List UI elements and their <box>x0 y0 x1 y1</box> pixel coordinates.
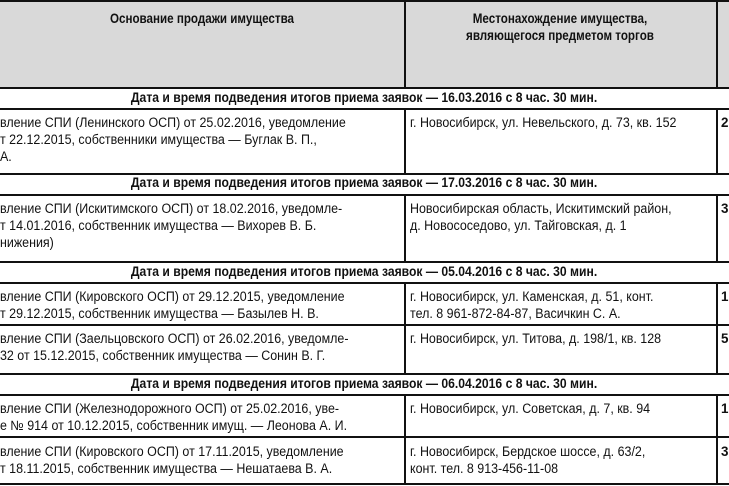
location-line: Новосибирская область, Искитимский район, <box>410 201 672 216</box>
location-line: г. Новосибирск, ул. Невельского, д. 73, кв. 152 <box>410 115 677 130</box>
rule <box>0 108 729 110</box>
basis-line: нижения) <box>0 235 54 250</box>
header-location <box>426 10 694 44</box>
rule <box>0 87 729 89</box>
edge-value: 3 <box>721 201 729 216</box>
location-line: г. Новосибирск, ул. Титова, д. 198/1, кв. 128 <box>410 331 662 346</box>
location-line: конт. тел. 8 913-456-11-08 <box>410 461 559 476</box>
sale-basis <box>0 443 344 477</box>
rule <box>0 194 729 196</box>
edge-value: 1 <box>721 289 729 304</box>
basis-line: т 22.12.2015, собственники имущества — Буглак В. П., <box>0 132 317 147</box>
rule <box>716 0 718 88</box>
rule <box>0 173 729 175</box>
date-row <box>0 263 729 281</box>
basis-line: вление СПИ (Ленинского ОСП) от 25.02.2016, уведомление <box>0 115 346 130</box>
property-location <box>410 200 672 234</box>
location-line: д. Новососедово, ул. Тайговская, д. 1 <box>410 218 627 233</box>
location-line: тел. 8 961-872-84-87, Васичкин С. А. <box>410 306 621 321</box>
basis-line: т 14.01.2016, собственник имущества — Вихорев В. Б. <box>0 218 317 233</box>
rule <box>404 108 406 174</box>
basis-line: т 18.11.2015, собственник имущества — Нешатаева В. А. <box>0 461 333 476</box>
sale-basis <box>0 114 346 165</box>
rule <box>0 483 729 485</box>
basis-line: вление СПИ (Кировского ОСП) от 29.12.2015, уведомление <box>0 289 345 304</box>
location-line: г. Новосибирск, ул. Каменская, д. 51, конт. <box>410 289 654 304</box>
rule <box>716 394 718 484</box>
basis-line: т 29.12.2015, собственник имущества — Базылев Н. В. <box>0 306 319 321</box>
rule <box>404 0 406 88</box>
rule <box>404 194 406 262</box>
rule <box>0 436 729 438</box>
rule <box>0 394 729 396</box>
rule <box>716 282 718 374</box>
rule <box>0 261 729 263</box>
rule <box>0 373 729 375</box>
rule <box>716 108 718 174</box>
basis-line: вление СПИ (Искитимского ОСП) от 18.02.2016, уведомле- <box>0 201 343 216</box>
date-row <box>0 375 729 393</box>
location-line: г. Новосибирск, ул. Советская, д. 7, кв. 94 <box>410 401 651 416</box>
rule <box>716 194 718 262</box>
sale-basis <box>0 330 349 364</box>
property-location <box>410 400 650 417</box>
basis-line: А. <box>0 149 12 164</box>
property-location <box>410 114 676 131</box>
header-basis: Основание продажи имущества <box>109 11 295 26</box>
edge-value: 3 <box>721 444 729 459</box>
basis-line: е № 914 от 10.12.2015, собственник имущ. — Леонова А. И. <box>0 418 348 433</box>
header-location-line2: являющегося предметом торгов <box>466 28 654 43</box>
sale-basis <box>0 400 347 434</box>
rule <box>0 282 729 284</box>
date-row <box>0 89 729 107</box>
edge-value: 2 <box>721 115 729 130</box>
sale-basis <box>0 288 345 322</box>
basis-line: 32 от 15.12.2015, собственник имущества — Сонин В. Г. <box>0 348 326 363</box>
date-text: Дата и время подведения итогов приема заявок — 16.03.2016 с 8 час. 30 мин. <box>131 90 598 105</box>
edge-value: 1 <box>721 401 729 416</box>
date-text: Дата и время подведения итогов приема заявок — 17.03.2016 с 8 час. 30 мин. <box>131 175 598 190</box>
date-row <box>0 174 729 192</box>
basis-line: вление СПИ (Железнодорожного ОСП) от 25.02.2016, уве- <box>0 401 340 416</box>
date-text: Дата и время подведения итогов приема заявок — 05.04.2016 с 8 час. 30 мин. <box>131 264 598 279</box>
location-line: г. Новосибирск, Бердское шоссе, д. 63/2, <box>410 444 646 459</box>
rule <box>0 0 729 2</box>
basis-line: вление СПИ (Кировского ОСП) от 17.11.2015, уведомление <box>0 444 344 459</box>
property-location <box>410 330 661 347</box>
edge-value: 5 <box>721 331 729 346</box>
date-text: Дата и время подведения итогов приема заявок — 06.04.2016 с 8 час. 30 мин. <box>131 376 598 391</box>
header-location-line1: Местонахождение имущества, <box>472 11 648 26</box>
basis-line: вление СПИ (Заельцовского ОСП) от 26.02.2016, уведомле- <box>0 331 349 346</box>
property-location <box>410 288 653 322</box>
rule <box>404 394 406 484</box>
rule <box>404 282 406 374</box>
rule <box>0 324 729 326</box>
sale-basis <box>0 200 342 251</box>
property-location <box>410 443 645 477</box>
